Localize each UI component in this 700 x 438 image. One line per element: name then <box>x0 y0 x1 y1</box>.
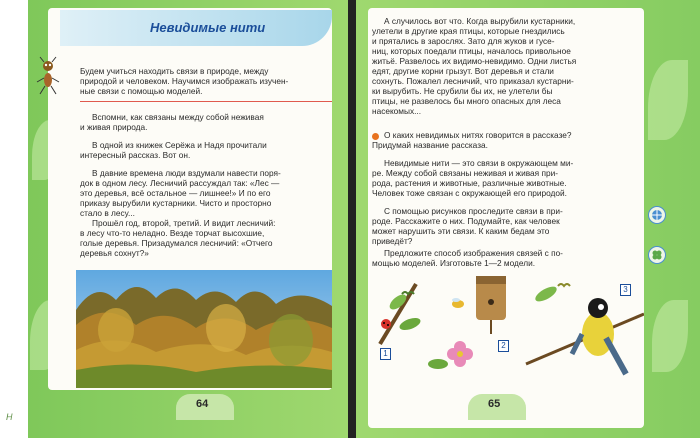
story-line: насекомых... <box>372 106 422 116</box>
forest-photo <box>76 270 332 388</box>
story-line: улетели в другие края птицы, которые гнездились <box>372 26 565 36</box>
story-line: и прятались в зарослях. Зато для жуков и гусе- <box>372 36 555 46</box>
paragraph-line: В одной из книжек Серёжа и Надя прочитали <box>92 140 267 150</box>
story-line: птицы, не развелось бы много опасных для леса <box>372 96 561 106</box>
definition-line: ре. Между собой связаны неживая и живая при- <box>372 168 558 178</box>
question-line: Придумай название рассказа. <box>372 140 488 150</box>
model-line: Предложите способ изображения связей с по- <box>384 248 563 258</box>
story-line: это деревья, всё остальное — лишнее!» И по его <box>80 188 271 198</box>
story-line: деревья сохнут?» <box>80 248 149 258</box>
story-line: док в одном лесу. Лесничий рассуждал так: «Лес — <box>80 178 280 188</box>
clover-icon <box>648 246 666 264</box>
divider-rule <box>80 101 332 102</box>
task-line: С помощью рисунков проследите связи в при- <box>384 206 563 216</box>
intro-line: ные связи с помощью моделей. <box>80 86 203 96</box>
figure-label: 1 <box>380 348 391 360</box>
paragraph-line: Вспомни, как связаны между собой неживая <box>92 112 264 122</box>
page-number: 64 <box>196 398 209 410</box>
nature-links-illustration <box>376 274 644 382</box>
story-line: Прошёл год, второй, третий. И видит лесничий: <box>92 218 276 228</box>
model-line: мощью моделей. Изготовьте 1—2 модели. <box>372 258 536 268</box>
page-number: 65 <box>488 398 501 410</box>
story-line: житьё. Развелось их видимо-невидимо. Одни листья <box>372 56 577 66</box>
paragraph-line: и живая природа. <box>80 122 148 132</box>
story-line: сохнуть. Пожалел лесничий, что приказал кустарни- <box>372 76 574 86</box>
definition-line: рода, растения и животные, различные животные. <box>372 178 567 188</box>
ant-mascot-icon <box>36 56 60 100</box>
definition-line: Невидимые нити — это связи в окружающем ми- <box>384 158 574 168</box>
story-line: стало в лесу... <box>80 208 135 218</box>
question-bullet-icon <box>372 133 379 140</box>
figure-label: 3 <box>620 284 631 296</box>
definition-line: Человек тоже связан с окружающей его природой. <box>372 188 567 198</box>
decor-leaf <box>648 60 688 140</box>
story-line: В давние времена люди вздумали навести поря- <box>92 168 281 178</box>
question-line: О каких невидимых нитях говорится в рассказе? <box>384 130 572 140</box>
figure-label: 2 <box>498 340 509 352</box>
intro-line: природой и человеком. Научимся изображать изучен- <box>80 76 289 86</box>
spine-divider <box>348 0 356 438</box>
intro-line: Будем учиться находить связи в природе, между <box>80 66 269 76</box>
story-line: приказу вырубили кустарники. Чисто и просторно <box>80 198 272 208</box>
globe-icon <box>648 206 666 224</box>
decor-leaf <box>652 300 688 372</box>
story-line: голые деревья. Призадумался лесничий: «Отчего <box>80 238 273 248</box>
page-title: Невидимые нити <box>150 20 266 35</box>
task-line: приведёт? <box>372 236 413 246</box>
task-line: роде. Расскажите о них. Подумайте, как человек <box>372 216 560 226</box>
story-line: едят, другие корни грызут. Вот деревья и стали <box>372 66 554 76</box>
paragraph-line: интересный рассказ. Вот он. <box>80 150 191 160</box>
story-line: ниц, которых поедали птицы, началось привольное <box>372 46 571 56</box>
story-line: ки вырубить. Не срубили бы их, не улетели бы <box>372 86 553 96</box>
story-line: в лесу что-то неладно. Везде торчат высохшие, <box>80 228 265 238</box>
task-line: может нарушить эти связи. К каким бедам это <box>372 226 550 236</box>
margin-text: Н <box>6 412 13 422</box>
story-line: А случилось вот что. Когда вырубили кустарники, <box>384 16 576 26</box>
